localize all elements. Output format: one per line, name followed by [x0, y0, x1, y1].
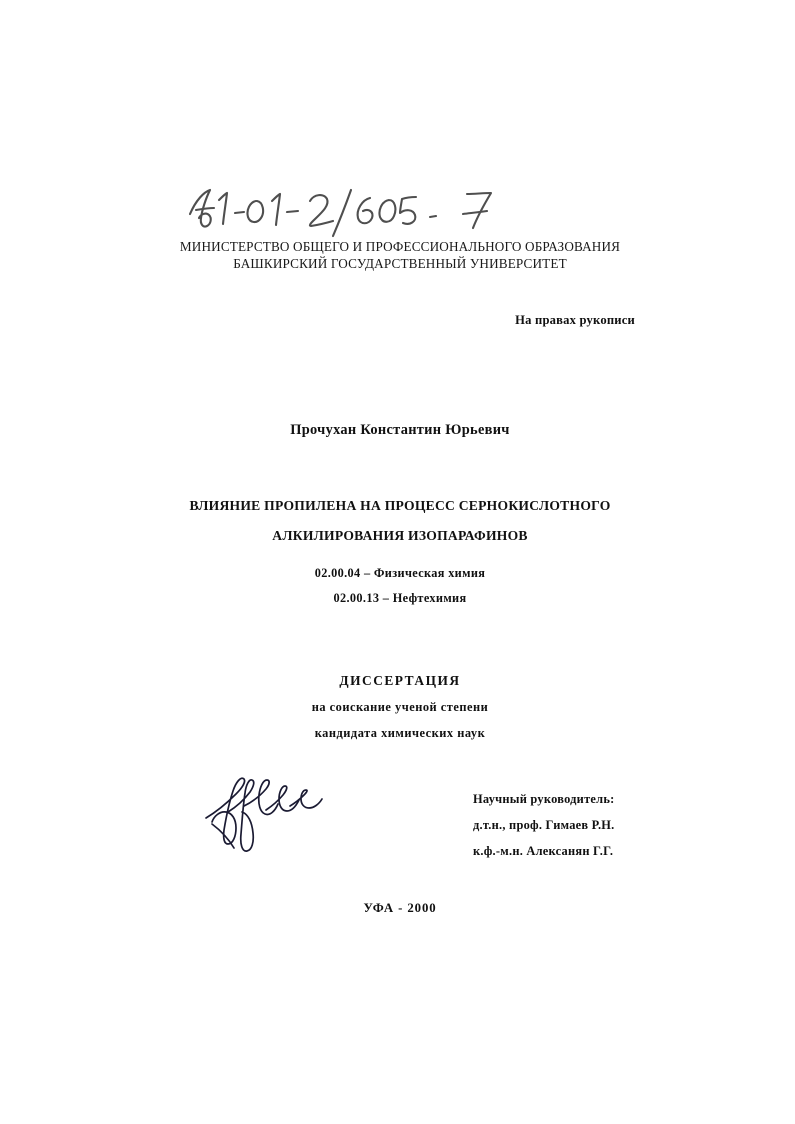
degree-line-1: на соискание ученой степени	[311, 700, 489, 714]
university-line: БАШКИРСКИЙ ГОСУДАРСТВЕННЫЙ УНИВЕРСИТЕТ	[233, 256, 567, 271]
supervisor-label: Научный руководитель:	[473, 792, 615, 806]
ministry-header	[160, 238, 640, 272]
degree-block	[160, 673, 640, 741]
handwritten-catalog-number	[186, 184, 516, 238]
ministry-line-1: МИНИСТЕРСТВО ОБЩЕГО И ПРОФЕССИОНАЛЬНОГО ОБРАЗОВАНИЯ	[179, 239, 621, 254]
dissertation-heading: ДИССЕРТАЦИЯ	[339, 673, 461, 688]
title-line-1: ВЛИЯНИЕ ПРОПИЛЕНА НА ПРОЦЕСС СЕРНОКИСЛОТНОГО	[189, 498, 611, 513]
handwritten-signature	[198, 762, 326, 862]
city-year: УФА - 2000	[363, 901, 437, 915]
degree-line-2: кандидата химических наук	[314, 726, 486, 740]
author-name: Прочухан Константин Юрьевич	[290, 422, 510, 438]
supervisor-person-1: д.т.н., проф. Гимаев Р.Н.	[473, 818, 615, 832]
supervisor-person-2: к.ф.-м.н. Алексанян Г.Г.	[473, 844, 614, 858]
manuscript-rights-note: На правах рукописи	[515, 313, 635, 327]
dissertation-title	[150, 491, 650, 551]
title-line-2: АЛКИЛИРОВАНИЯ ИЗОПАРАФИНОВ	[272, 528, 528, 543]
specialty-codes	[160, 561, 640, 611]
supervisor-block	[473, 786, 703, 864]
specialty-second: 02.00.13 – Нефтехимия	[333, 591, 467, 605]
specialty-first: 02.00.04 – Физическая химия	[314, 566, 486, 580]
